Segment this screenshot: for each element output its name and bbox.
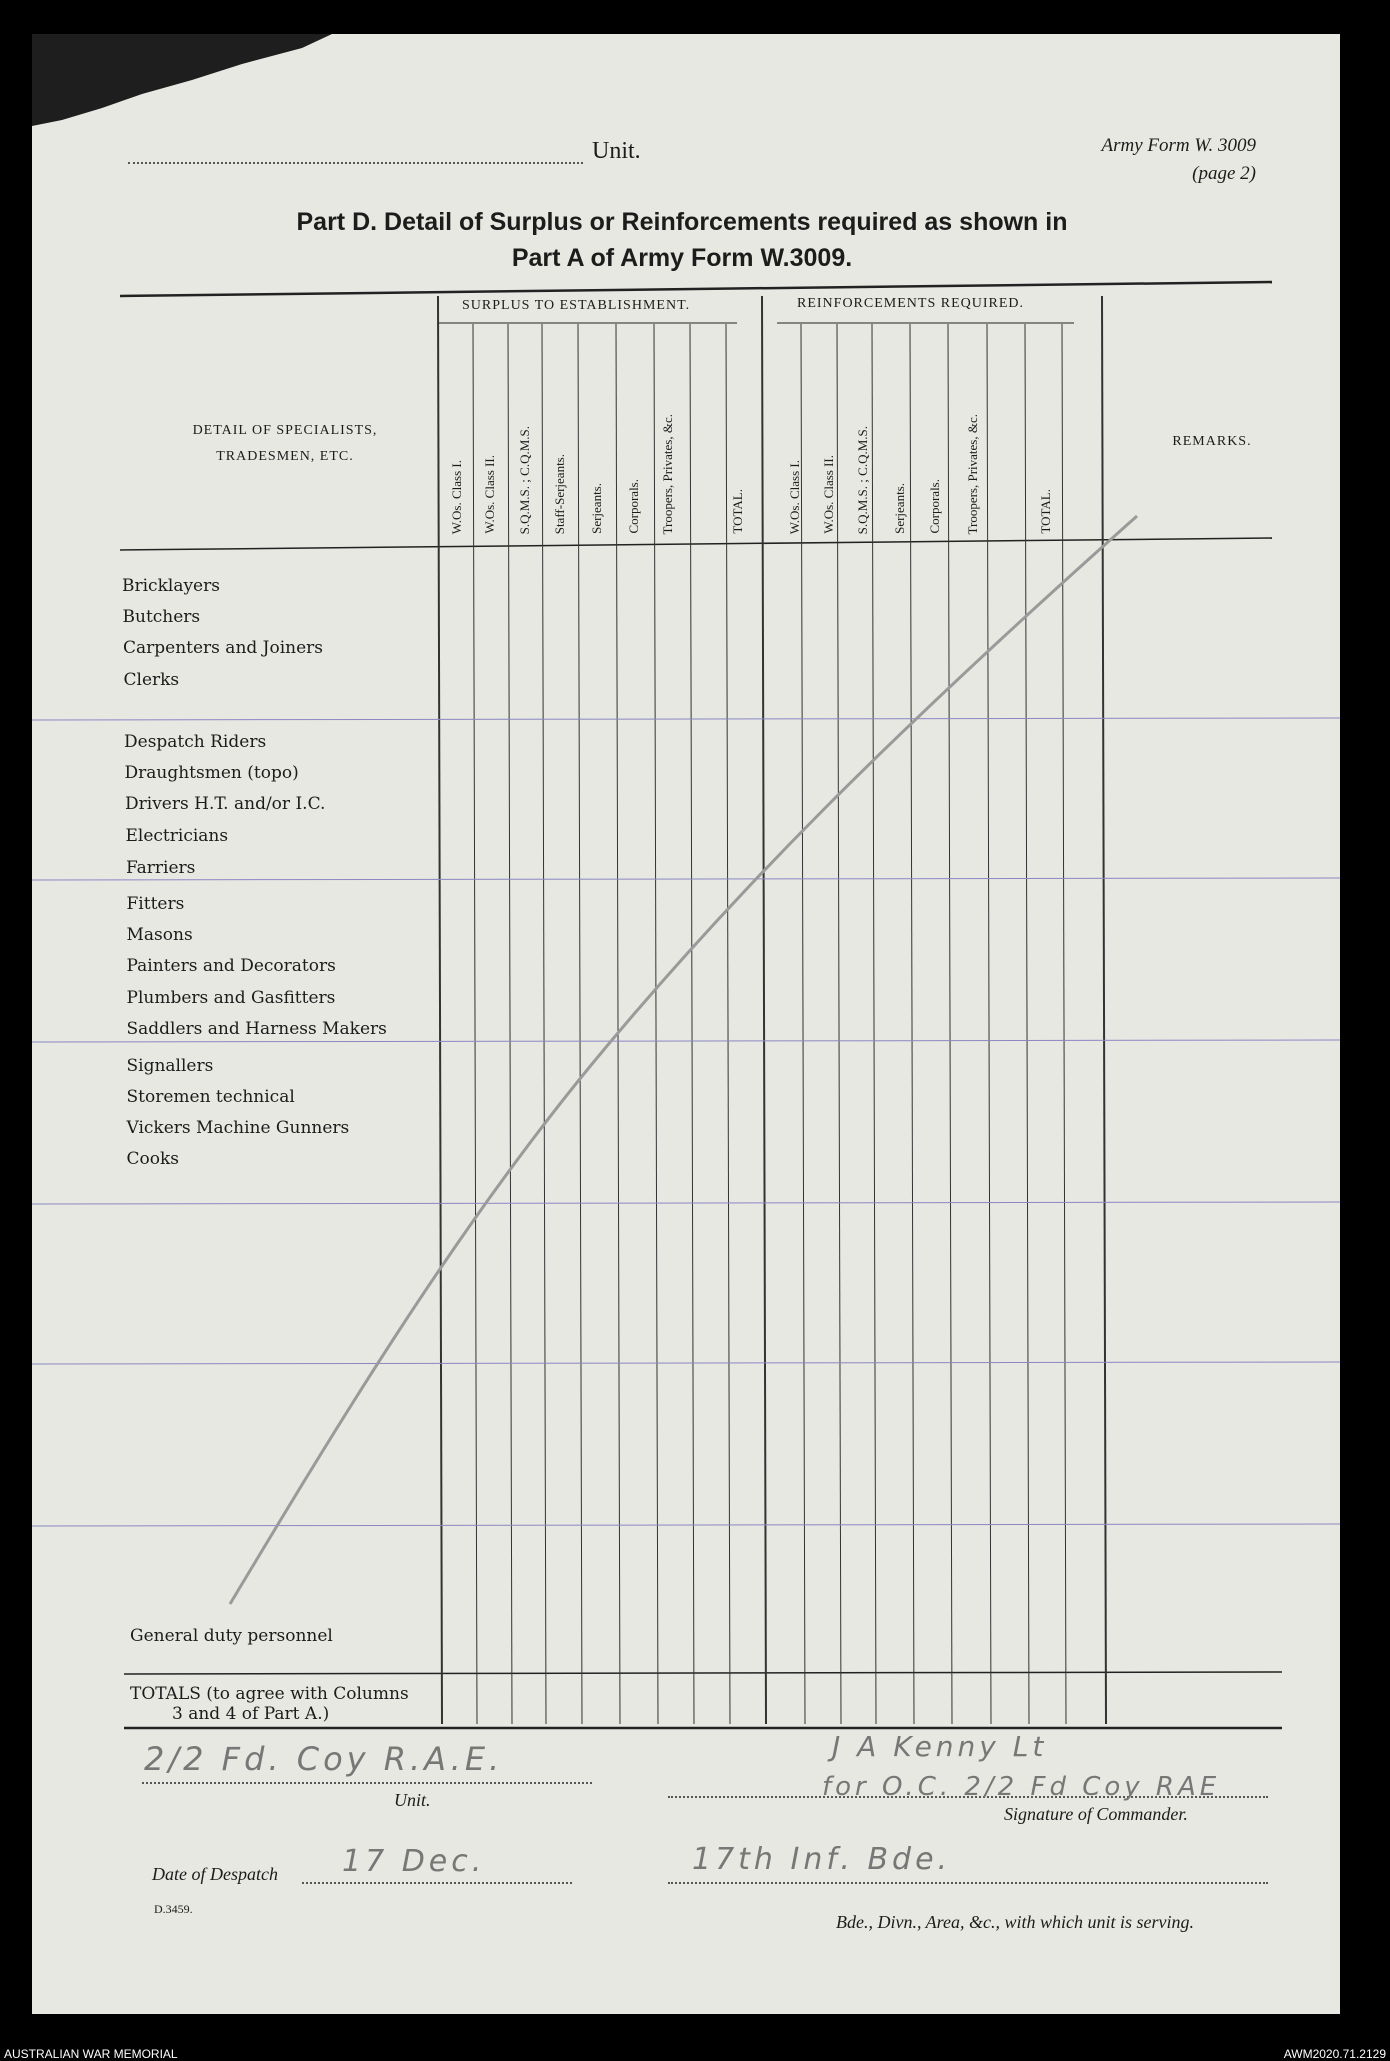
- trade-row: Fitters: [126, 894, 185, 914]
- detail-header: [160, 418, 410, 470]
- trade-row: Farriers: [126, 858, 196, 878]
- grid-vline: [1025, 324, 1029, 1724]
- signature-unit-handwritten: for O.C. 2/2 Fd Coy RAE: [822, 1772, 1221, 1802]
- reinforcement-col-5: Corporals.: [927, 479, 942, 534]
- totals-line-2: 3 and 4 of Part A.): [172, 1704, 330, 1724]
- brigade-line: [668, 1882, 1268, 1884]
- form-page: [32, 34, 1340, 2014]
- reinforcement-col-4: Serjeants.: [892, 483, 907, 534]
- signature-handwritten: J A Kenny Lt: [832, 1730, 1048, 1763]
- grid-vline: [987, 324, 991, 1724]
- unit-label: Unit.: [592, 138, 641, 164]
- trade-row: Plumbers and Gasfitters: [126, 988, 336, 1008]
- date-caption: Date of Despatch: [152, 1864, 278, 1884]
- trade-row: Painters and Decorators: [126, 956, 336, 976]
- grid-vline: [654, 324, 658, 1724]
- trade-row: Carpenters and Joiners: [123, 638, 324, 658]
- trade-row: Bricklayers: [122, 576, 220, 596]
- trade-row: Draughtsmen (topo): [124, 763, 299, 783]
- surplus-group-header: SURPLUS TO ESTABLISHMENT.: [462, 298, 691, 313]
- date-line: [302, 1882, 572, 1884]
- date-handwritten: 17 Dec.: [342, 1844, 486, 1879]
- unit-signature-line: [142, 1782, 592, 1784]
- surplus-col-6: Corporals.: [626, 479, 641, 534]
- archive-credit-left: AUSTRALIAN WAR MEMORIAL: [4, 2047, 178, 2061]
- unit-caption: Unit.: [394, 1790, 431, 1810]
- trade-row: Electricians: [125, 826, 229, 846]
- grid-vline: [837, 324, 841, 1724]
- reinforcement-col-3: S.Q.M.S. ; C.Q.M.S.: [855, 425, 870, 534]
- grid-vline: [1102, 296, 1106, 1724]
- trade-row: Vickers Machine Gunners: [126, 1118, 350, 1138]
- trade-row: Clerks: [123, 670, 180, 690]
- form-code: D.3459.: [154, 1902, 193, 1916]
- totals-line-1: TOTALS (to agree with Columns: [130, 1684, 409, 1704]
- grid-vline: [762, 296, 766, 1724]
- grid-vline: [542, 324, 546, 1724]
- grid-vline: [438, 296, 442, 1724]
- archive-credit-right: AWM2020.71.2129: [1283, 2047, 1386, 2061]
- trade-row: Storemen technical: [126, 1087, 295, 1107]
- unit-handwritten: 2/2 Fd. Coy R.A.E.: [144, 1740, 504, 1778]
- trade-row: Despatch Riders: [124, 732, 267, 752]
- surplus-col-9: TOTAL.: [730, 489, 745, 534]
- surplus-col-3: S.Q.M.S. ; C.Q.M.S.: [517, 425, 532, 534]
- brigade-caption: Bde., Divn., Area, &c., with which unit is serving.: [836, 1912, 1194, 1932]
- surplus-col-1: W.Os. Class I.: [449, 459, 464, 534]
- surplus-col-2: W.Os. Class II.: [482, 455, 497, 534]
- grid-vline: [473, 324, 477, 1724]
- trade-row: Butchers: [122, 607, 201, 627]
- grid-vline: [690, 324, 694, 1724]
- trade-row: Cooks: [126, 1149, 180, 1169]
- trade-row: Signallers: [126, 1056, 214, 1076]
- general-duty-row: General duty personnel: [130, 1626, 333, 1646]
- reinforcement-col-6: Troopers, Privates, &c.: [965, 413, 980, 534]
- reinforcement-col-2: W.Os. Class II.: [821, 455, 836, 534]
- grid-vline: [948, 324, 952, 1724]
- reinforcements-group-header: REINFORCEMENTS REQUIRED.: [797, 296, 1025, 311]
- surplus-col-5: Serjeants.: [589, 483, 604, 534]
- detail-header-line-2: TRADESMEN, ETC.: [216, 449, 354, 464]
- detail-header-line-1: DETAIL OF SPECIALISTS,: [192, 423, 378, 438]
- remarks-header: REMARKS.: [1172, 434, 1252, 449]
- totals-label: [130, 1684, 409, 1724]
- trade-row: Saddlers and Harness Makers: [126, 1019, 387, 1039]
- title-line-2: Part A of Army Form W.3009.: [511, 244, 853, 272]
- grid-vline: [578, 324, 582, 1724]
- brigade-handwritten: 17th Inf. Bde.: [692, 1842, 952, 1877]
- grid-vline: [726, 324, 730, 1724]
- grid-vline: [872, 324, 876, 1724]
- form-page: (page 2): [1192, 163, 1256, 184]
- surplus-col-7: Troopers, Privates, &c.: [660, 413, 675, 534]
- reinforcement-col-8: TOTAL.: [1038, 489, 1053, 534]
- surplus-col-4: Staff-Serjeants.: [552, 453, 567, 534]
- trade-row: Drivers H.T. and/or I.C.: [125, 794, 326, 814]
- grid-vline: [1062, 324, 1066, 1724]
- grid-vline: [910, 324, 914, 1724]
- form-number: Army Form W. 3009: [1101, 135, 1256, 156]
- reinforcement-col-1: W.Os. Class I.: [787, 459, 802, 534]
- grid-vline: [616, 324, 620, 1724]
- signature-caption: Signature of Commander.: [1004, 1804, 1188, 1824]
- title-line-1: Part D. Detail of Surplus or Reinforcements required as shown in: [296, 208, 1068, 236]
- grid-vline: [508, 324, 512, 1724]
- trade-row: Masons: [126, 925, 193, 945]
